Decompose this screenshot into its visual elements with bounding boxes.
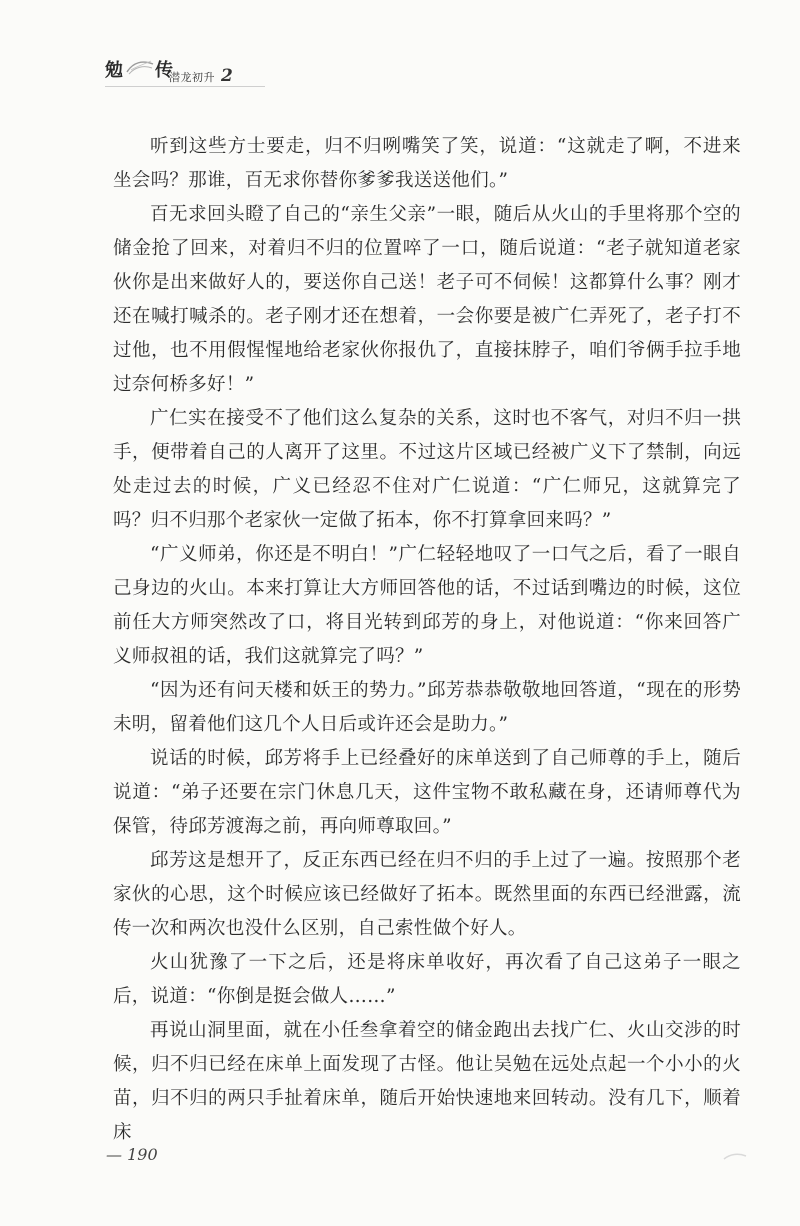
- scan-smudge-mark: [722, 1150, 748, 1164]
- paragraph: 说话的时候，邱芳将手上已经叠好的床单送到了自己师尊的手上，随后说道：“弟子还要在宗门休息几天，这件宝物不敢私藏在身，还请师尊代为保管，待邱芳渡海之前，再向师尊取回。”: [113, 748, 741, 837]
- paragraph: 百无求回头瞪了自己的“亲生父亲”一眼，随后从火山的手里将那个空的储金抢了回来，对着归不归的位置啐了一口，随后说道：“老子就知道老家伙你是出来做好人的，要送你自己送！老子可不伺候！这都算什么事？刚才还在喊打喊杀的。老子刚才还在想着，一会你要是被广仁弄死了，老子打不过他，也不用假惺惺地给老家伙你报仇了，直接抹脖子，咱们爷俩手拉手地过奈何桥多好！”: [113, 204, 741, 395]
- running-header: [105, 52, 325, 92]
- swirl-ornament-icon: [125, 58, 155, 76]
- header-rule: [105, 86, 265, 87]
- paragraph: 广仁实在接受不了他们这么复杂的关系，这时也不客气，对归不归一拱手，便带着自己的人离开了这里。不过这片区域已经被广义下了禁制，向远处走过去的时候，广义已经忍不住对广仁说道：“广仁师兄，这就算完了吗？归不归那个老家伙一定做了拓本，你不打算拿回来吗？”: [113, 408, 741, 531]
- page-number: — 190: [106, 1145, 158, 1164]
- paragraph: 听到这些方士要走，归不归咧嘴笑了笑，说道：“这就走了啊，不进来坐会吗？那谁，百无求你替你爹爹我送送他们。”: [113, 136, 741, 191]
- header-volume-number: 2: [221, 66, 233, 86]
- paragraph: 火山犹豫了一下之后，还是将床单收好，再次看了自己这弟子一眼之后，说道：“你倒是挺会做人……”: [113, 952, 741, 1007]
- body-text: [113, 130, 741, 1150]
- header-subtitle: 潜龙初升: [169, 71, 215, 84]
- paragraph: “因为还有问天楼和妖王的势力。”邱芳恭恭敬敬地回答道，“现在的形势未明，留着他们这几个人日后或许还会是助力。”: [113, 680, 741, 735]
- header-title-second-char: 传: [155, 60, 173, 81]
- paragraph: 邱芳这是想开了，反正东西已经在归不归的手上过了一遍。按照那个老家伙的心思，这个时候应该已经做好了拓本。既然里面的东西已经泄露，流传一次和两次也没什么区别，自己索性做个好人。: [113, 850, 741, 939]
- header-title-first-char: 勉: [105, 60, 123, 81]
- paragraph: “广义师弟，你还是不明白！”广仁轻轻地叹了一口气之后，看了一眼自己身边的火山。本来打算让大方师回答他的话，不过话到嘴边的时候，这位前任大方师突然改了口，将目光转到邱芳的身上，对他说道：“你来回答广义师叔祖的话，我们这就算完了吗？”: [113, 544, 741, 667]
- paragraph: 再说山洞里面，就在小任叁拿着空的储金跑出去找广仁、火山交涉的时候，归不归已经在床单上面发现了古怪。他让吴勉在远处点起一个小小的火苗，归不归的两只手扯着床单，随后开始快速地来回转动。没有几下，顺着床: [113, 1020, 741, 1143]
